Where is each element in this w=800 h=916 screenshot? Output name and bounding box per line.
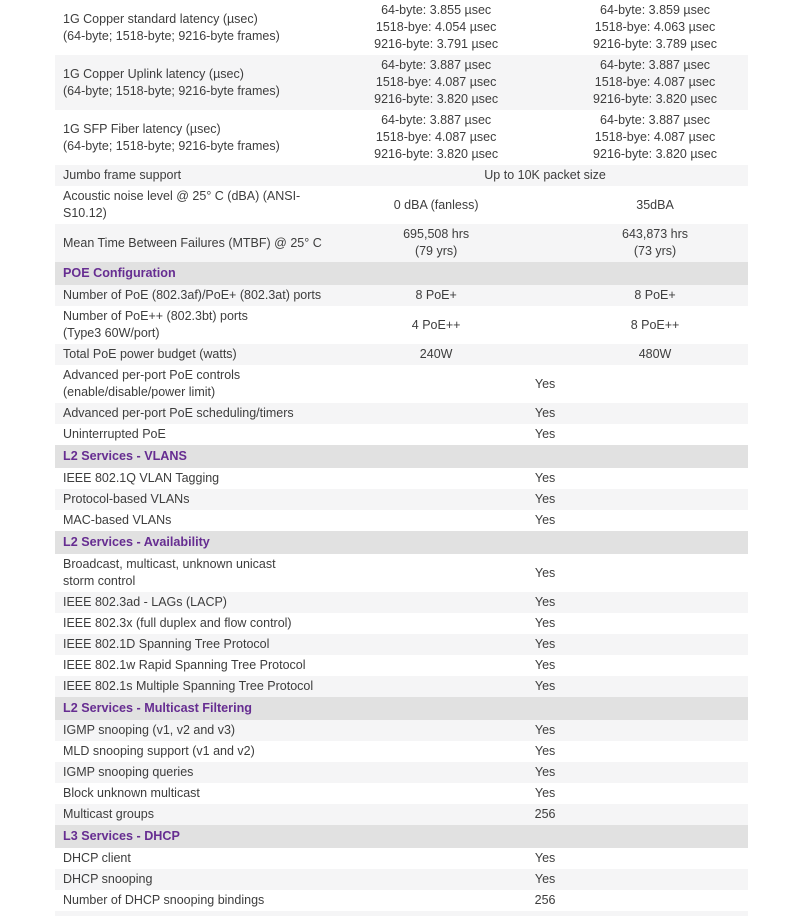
- spec-row: [55, 510, 748, 531]
- spec-value-line: 1518-bye: 4.087 µsec: [594, 75, 716, 89]
- spec-value-line: 9216-byte: 3.820 µsec: [374, 92, 499, 106]
- spec-label: [55, 556, 332, 590]
- spec-label-line: (64-byte; 1518-byte; 9216-byte frames): [63, 28, 280, 43]
- spec-label-line: Protocol-based VLANs: [63, 492, 190, 506]
- spec-value-line: 8 PoE+: [634, 288, 676, 302]
- spec-value-col1: [332, 317, 540, 334]
- spec-label-line: (enable/disable/power limit): [63, 385, 216, 399]
- spec-row: [55, 890, 748, 911]
- spec-label-line: Advanced per-port PoE scheduling/timers: [63, 406, 294, 420]
- spec-value-span: Yes: [534, 492, 556, 506]
- spec-row: [55, 613, 748, 634]
- spec-label-line: IEEE 802.3x (full duplex and flow control): [63, 616, 292, 630]
- spec-label: [55, 512, 332, 529]
- section-header-l3-services-dhcp: [55, 825, 748, 848]
- spec-label: [55, 188, 332, 222]
- spec-row: [55, 554, 748, 592]
- spec-label-line: Number of PoE++ (802.3bt) ports: [63, 309, 248, 323]
- spec-label-line: Total PoE power budget (watts): [63, 347, 237, 361]
- spec-value-col1: [332, 287, 540, 304]
- spec-label-line: Block unknown multicast: [63, 786, 200, 800]
- spec-row: [55, 720, 748, 741]
- spec-value-col1: [332, 2, 540, 53]
- spec-row: [55, 365, 748, 403]
- section-header-l2-services-availability: [55, 531, 748, 554]
- spec-value-span: 256: [534, 807, 556, 821]
- spec-value-line: (73 yrs): [633, 244, 677, 258]
- spec-label: [55, 426, 332, 443]
- spec-label-line: IGMP snooping queries: [63, 765, 194, 779]
- spec-row: [55, 55, 748, 110]
- spec-value-span: Yes: [534, 595, 556, 609]
- spec-value-col1: [332, 226, 540, 260]
- spec-comparison-table: [55, 0, 748, 916]
- spec-value-span: Yes: [534, 427, 556, 441]
- spec-label-line: Jumbo frame support: [63, 168, 182, 182]
- spec-label-line: DHCP client: [63, 851, 131, 865]
- spec-value-line: 64-byte: 3.887 µsec: [381, 113, 492, 127]
- spec-row: [55, 285, 748, 306]
- spec-value-span: Yes: [534, 679, 556, 693]
- spec-value-line: 8 PoE++: [630, 317, 680, 332]
- spec-value-span: Yes: [534, 786, 556, 800]
- spec-value-line: 643,873 hrs: [622, 227, 689, 241]
- partial-row-strip: [55, 911, 748, 916]
- spec-label-line: 1G Copper standard latency (µsec): [63, 11, 258, 26]
- spec-label-line: IEEE 802.1D Spanning Tree Protocol: [63, 637, 270, 651]
- spec-row: [55, 306, 748, 344]
- spec-label-line: Mean Time Between Failures (MTBF) @ 25° C: [63, 235, 322, 250]
- spec-value-col2: [540, 317, 748, 334]
- spec-value-col2: [540, 2, 748, 53]
- spec-value-span: Yes: [534, 376, 556, 391]
- section-title: L2 Services - Multicast Filtering: [63, 701, 252, 715]
- spec-value-line: 64-byte: 3.887 µsec: [381, 58, 492, 72]
- spec-value-line: 695,508 hrs: [403, 227, 470, 241]
- spec-value-line: 9216-byte: 3.791 µsec: [374, 37, 499, 51]
- spec-value-line: 9216-byte: 3.820 µsec: [593, 92, 717, 106]
- spec-row: [55, 224, 748, 262]
- spec-value-col2: [540, 112, 748, 163]
- spec-value-span: Yes: [534, 471, 556, 485]
- spec-label: [55, 892, 332, 909]
- spec-value-col1: [332, 197, 540, 214]
- spec-value-line: 1518-bye: 4.054 µsec: [375, 20, 497, 34]
- spec-label-line: IEEE 802.1w Rapid Spanning Tree Protocol: [63, 658, 306, 672]
- spec-label-line: Broadcast, multicast, unknown unicast: [63, 557, 276, 571]
- spec-value-col1: [332, 346, 540, 363]
- spec-label-line: Multicast groups: [63, 807, 155, 821]
- spec-label: [55, 657, 332, 674]
- section-title: L2 Services - VLANS: [63, 449, 187, 463]
- spec-value-span: 256: [534, 893, 556, 907]
- spec-value-span: Yes: [534, 851, 556, 865]
- spec-value-line: 8 PoE+: [415, 288, 457, 302]
- spec-value-line: 64-byte: 3.859 µsec: [600, 3, 711, 17]
- spec-label: [55, 491, 332, 508]
- spec-label: [55, 615, 332, 632]
- spec-row: [55, 592, 748, 613]
- spec-label: [55, 871, 332, 888]
- spec-value-span: Yes: [534, 872, 556, 886]
- spec-value-span: Yes: [534, 406, 556, 420]
- spec-value-span: Yes: [534, 658, 556, 672]
- spec-row: [55, 403, 748, 424]
- spec-label: [55, 785, 332, 802]
- spec-row: [55, 0, 748, 55]
- spec-value-col2: [540, 287, 748, 304]
- spec-label: [55, 235, 332, 252]
- spec-value-span: Yes: [534, 765, 556, 779]
- spec-label: [55, 850, 332, 867]
- spec-row: [55, 634, 748, 655]
- spec-value-span: Yes: [534, 637, 556, 651]
- spec-label: [55, 66, 332, 100]
- spec-value-col2: [540, 346, 748, 363]
- section-header-l2-services-vlans: [55, 445, 748, 468]
- section-header-poe-configuration: [55, 262, 748, 285]
- spec-row: [55, 676, 748, 697]
- spec-row: [55, 165, 748, 186]
- spec-label: [55, 764, 332, 781]
- spec-value-line: 64-byte: 3.855 µsec: [381, 3, 492, 17]
- spec-label-line: (64-byte; 1518-byte; 9216-byte frames): [63, 83, 280, 98]
- spec-row: [55, 762, 748, 783]
- spec-row: [55, 655, 748, 676]
- section-title: POE Configuration: [63, 266, 176, 280]
- spec-row: [55, 741, 748, 762]
- spec-label-line: IGMP snooping (v1, v2 and v3): [63, 723, 236, 737]
- spec-label-line: Number of PoE (802.3af)/PoE+ (802.3at) ports: [63, 288, 322, 302]
- spec-label-line: Uninterrupted PoE: [63, 427, 166, 441]
- spec-value-line: 4 PoE++: [411, 317, 461, 332]
- section-header-l2-services-multicast-filtering: [55, 697, 748, 720]
- spec-label-line: MAC-based VLANs: [63, 513, 172, 527]
- spec-value-line: (79 yrs): [414, 244, 458, 258]
- section-title: L2 Services - Availability: [63, 535, 210, 549]
- spec-label-line: IEEE 802.1s Multiple Spanning Tree Protocol: [63, 679, 314, 693]
- spec-label-line: storm control: [63, 574, 136, 588]
- spec-row: [55, 468, 748, 489]
- section-title: L3 Services - DHCP: [63, 829, 180, 843]
- spec-label-line: (Type3 60W/port): [63, 326, 160, 340]
- spec-label-line: Advanced per-port PoE controls: [63, 368, 241, 382]
- spec-label: [55, 287, 332, 304]
- spec-label-line: DHCP snooping: [63, 872, 153, 886]
- spec-label: [55, 167, 332, 184]
- spec-label: [55, 121, 332, 155]
- spec-label-line: (64-byte; 1518-byte; 9216-byte frames): [63, 138, 280, 153]
- spec-label: [55, 594, 332, 611]
- spec-value-line: 64-byte: 3.887 µsec: [600, 58, 711, 72]
- spec-value-line: 1518-bye: 4.087 µsec: [375, 75, 497, 89]
- spec-value-line: 1518-bye: 4.087 µsec: [375, 130, 497, 144]
- spec-value-col1: [332, 57, 540, 108]
- spec-label: [55, 308, 332, 342]
- spec-value-line: 64-byte: 3.887 µsec: [600, 113, 711, 127]
- spec-value-line: 0 dBA (fanless): [393, 197, 479, 212]
- spec-label-line: Acoustic noise level @ 25° C (dBA) (ANSI-S10.12): [63, 189, 301, 220]
- spec-value-line: 9216-byte: 3.820 µsec: [374, 147, 499, 161]
- spec-row: [55, 804, 748, 825]
- spec-row: [55, 783, 748, 804]
- spec-label: [55, 678, 332, 695]
- spec-value-col2: [540, 197, 748, 214]
- spec-label: [55, 743, 332, 760]
- spec-label-line: 1G SFP Fiber latency (µsec): [63, 121, 221, 136]
- spec-value-span: Up to 10K packet size: [484, 168, 606, 182]
- spec-value-line: 1518-bye: 4.087 µsec: [594, 130, 716, 144]
- spec-value-line: 35dBA: [636, 197, 674, 212]
- spec-label-line: MLD snooping support (v1 and v2): [63, 744, 255, 758]
- spec-value-span: Yes: [534, 744, 556, 758]
- spec-value-col2: [540, 57, 748, 108]
- spec-value-span: Yes: [534, 616, 556, 630]
- spec-value-line: 1518-bye: 4.063 µsec: [594, 20, 716, 34]
- spec-row: [55, 344, 748, 365]
- spec-label: [55, 806, 332, 823]
- spec-value-span: Yes: [534, 723, 556, 737]
- spec-label: [55, 722, 332, 739]
- spec-label-line: Number of DHCP snooping bindings: [63, 893, 265, 907]
- spec-label: [55, 636, 332, 653]
- spec-label-line: IEEE 802.1Q VLAN Tagging: [63, 471, 220, 485]
- spec-value-line: 480W: [638, 347, 672, 361]
- spec-value-line: 9216-byte: 3.789 µsec: [593, 37, 717, 51]
- spec-value-line: 9216-byte: 3.820 µsec: [593, 147, 717, 161]
- spec-label: [55, 405, 332, 422]
- spec-label-line: IEEE 802.3ad - LAGs (LACP): [63, 595, 227, 609]
- spec-value-span: Yes: [534, 565, 556, 580]
- spec-row: [55, 848, 748, 869]
- spec-value-span: Yes: [534, 513, 556, 527]
- spec-label: [55, 346, 332, 363]
- spec-row: [55, 110, 748, 165]
- spec-label-line: 1G Copper Uplink latency (µsec): [63, 66, 244, 81]
- spec-row: [55, 186, 748, 224]
- spec-row: [55, 489, 748, 510]
- spec-row: [55, 424, 748, 445]
- spec-label: [55, 367, 332, 401]
- spec-value-col2: [540, 226, 748, 260]
- spec-value-line: 240W: [419, 347, 453, 361]
- spec-value-col1: [332, 112, 540, 163]
- spec-label: [55, 470, 332, 487]
- spec-label: [55, 11, 332, 45]
